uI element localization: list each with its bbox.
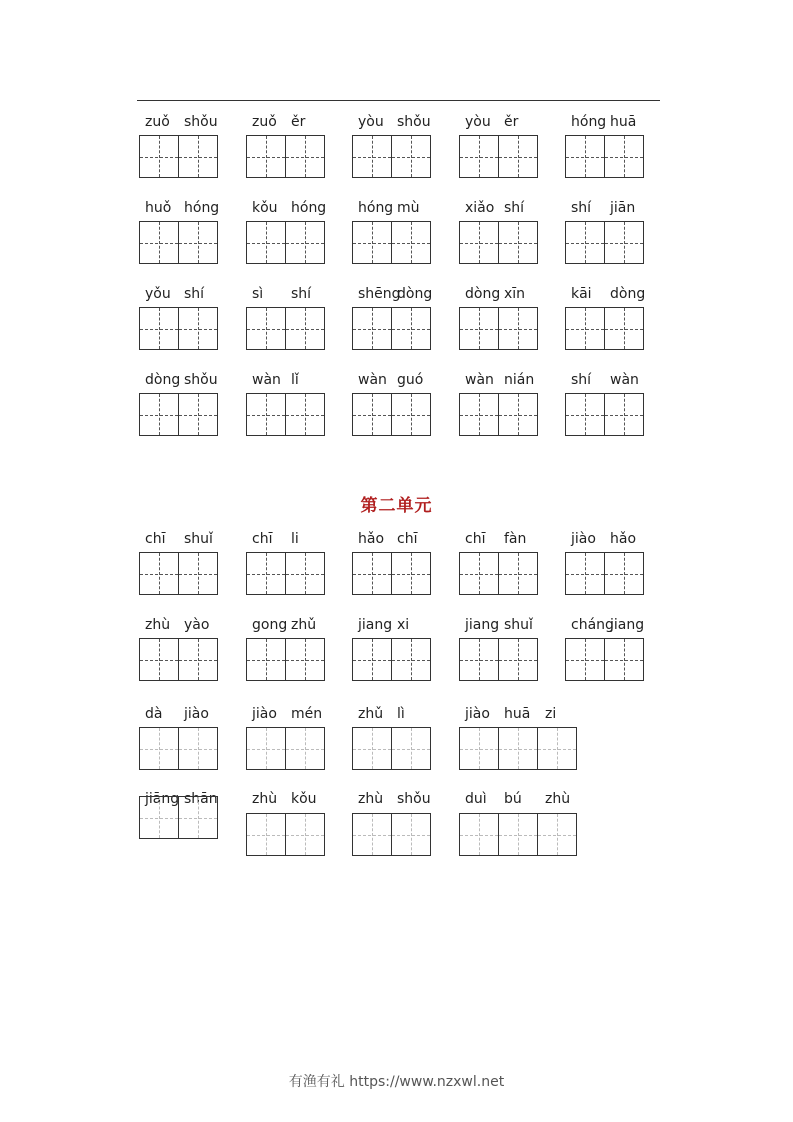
- pinyin-syllable: gong: [252, 617, 288, 633]
- pinyin-syllable: duì: [465, 791, 487, 807]
- tianzige-cell[interactable]: [565, 307, 605, 350]
- tianzige-cell[interactable]: [285, 393, 325, 436]
- tianzige-cell[interactable]: [139, 307, 179, 350]
- writing-boxes: [352, 135, 431, 178]
- pinyin-syllable: zuǒ: [252, 114, 277, 130]
- tianzige-cell[interactable]: [139, 135, 179, 178]
- writing-boxes: [459, 135, 538, 178]
- writing-boxes: [459, 813, 577, 856]
- writing-boxes: [139, 135, 218, 178]
- pinyin-syllable: guó: [397, 372, 424, 388]
- tianzige-cell[interactable]: [178, 221, 218, 264]
- pinyin-syllable: cháng: [571, 617, 614, 633]
- pinyin-syllable: ěr: [504, 114, 519, 130]
- pinyin-syllable: mén: [291, 706, 323, 722]
- writing-boxes: [246, 307, 325, 350]
- pinyin-syllable: zhù: [358, 791, 384, 807]
- writing-boxes: [459, 307, 538, 350]
- tianzige-cell[interactable]: [391, 813, 431, 856]
- pinyin-syllable: jiang: [610, 617, 645, 633]
- writing-boxes: [352, 393, 431, 436]
- pinyin-syllable: shí: [571, 200, 592, 216]
- tianzige-cell[interactable]: [352, 813, 392, 856]
- pinyin-syllable: sì: [252, 286, 264, 302]
- tianzige-cell[interactable]: [246, 221, 286, 264]
- pinyin-syllable: kāi: [571, 286, 592, 302]
- pinyin-syllable: shǒu: [184, 114, 218, 130]
- writing-boxes: [139, 727, 218, 770]
- writing-boxes: [352, 307, 431, 350]
- pinyin-syllable: kǒu: [252, 200, 278, 216]
- writing-boxes: [246, 552, 325, 595]
- tianzige-cell[interactable]: [352, 638, 392, 681]
- tianzige-cell[interactable]: [498, 727, 538, 770]
- pinyin-syllable: shí: [571, 372, 592, 388]
- pinyin-syllable: lì: [397, 706, 405, 722]
- tianzige-cell[interactable]: [459, 727, 499, 770]
- pinyin-syllable: chī: [252, 531, 273, 547]
- tianzige-cell[interactable]: [459, 813, 499, 856]
- tianzige-cell[interactable]: [178, 135, 218, 178]
- pinyin-syllable: jiào: [184, 706, 209, 722]
- pinyin-syllable: jiān: [610, 200, 636, 216]
- pinyin-syllable: dà: [145, 706, 163, 722]
- pinyin-syllable: chī: [465, 531, 486, 547]
- tianzige-cell[interactable]: [285, 638, 325, 681]
- pinyin-syllable: kǒu: [291, 791, 317, 807]
- pinyin-syllable: hóng: [184, 200, 220, 216]
- pinyin-syllable: xīn: [504, 286, 526, 302]
- tianzige-cell[interactable]: [352, 552, 392, 595]
- page-footer: 有渔有礼 https://www.nzxwl.net: [288, 1074, 505, 1090]
- pinyin-syllable: lǐ: [291, 372, 299, 388]
- pinyin-syllable: chī: [397, 531, 418, 547]
- tianzige-cell[interactable]: [246, 638, 286, 681]
- tianzige-cell[interactable]: [246, 727, 286, 770]
- pinyin-syllable: dòng: [465, 286, 501, 302]
- pinyin-syllable: shān: [184, 791, 218, 807]
- pinyin-syllable: jiào: [252, 706, 277, 722]
- tianzige-cell[interactable]: [565, 638, 605, 681]
- writing-boxes: [459, 727, 577, 770]
- tianzige-cell[interactable]: [604, 552, 644, 595]
- tianzige-cell[interactable]: [285, 135, 325, 178]
- writing-boxes: [352, 813, 431, 856]
- tianzige-cell[interactable]: [498, 135, 538, 178]
- pinyin-syllable: wàn: [252, 372, 281, 388]
- tianzige-cell[interactable]: [565, 221, 605, 264]
- tianzige-cell[interactable]: [604, 221, 644, 264]
- tianzige-cell[interactable]: [459, 221, 499, 264]
- tianzige-cell[interactable]: [285, 307, 325, 350]
- tianzige-cell[interactable]: [352, 135, 392, 178]
- tianzige-cell[interactable]: [352, 307, 392, 350]
- tianzige-cell[interactable]: [565, 135, 605, 178]
- writing-boxes: [459, 393, 538, 436]
- pinyin-syllable: yào: [184, 617, 210, 633]
- writing-boxes: [139, 221, 218, 264]
- tianzige-cell[interactable]: [391, 552, 431, 595]
- pinyin-syllable: shǒu: [397, 791, 431, 807]
- writing-boxes: [246, 221, 325, 264]
- tianzige-cell[interactable]: [565, 393, 605, 436]
- tianzige-cell[interactable]: [178, 552, 218, 595]
- writing-boxes: [565, 221, 644, 264]
- pinyin-syllable: yǒu: [145, 286, 171, 302]
- tianzige-cell[interactable]: [565, 552, 605, 595]
- tianzige-cell[interactable]: [391, 307, 431, 350]
- tianzige-cell[interactable]: [246, 135, 286, 178]
- writing-boxes: [352, 638, 431, 681]
- tianzige-cell[interactable]: [498, 307, 538, 350]
- writing-boxes: [459, 221, 538, 264]
- pinyin-syllable: shí: [504, 200, 525, 216]
- tianzige-cell[interactable]: [604, 307, 644, 350]
- tianzige-cell[interactable]: [178, 638, 218, 681]
- tianzige-cell[interactable]: [352, 393, 392, 436]
- writing-boxes: [246, 638, 325, 681]
- writing-boxes: [139, 307, 218, 350]
- pinyin-syllable: hóng: [358, 200, 394, 216]
- pinyin-syllable: xiǎo: [465, 200, 495, 216]
- tianzige-cell[interactable]: [285, 552, 325, 595]
- top-rule: [137, 100, 660, 101]
- tianzige-cell[interactable]: [178, 307, 218, 350]
- pinyin-syllable: wàn: [465, 372, 494, 388]
- tianzige-cell[interactable]: [604, 135, 644, 178]
- tianzige-cell[interactable]: [246, 393, 286, 436]
- writing-boxes: [139, 638, 218, 681]
- tianzige-cell[interactable]: [498, 393, 538, 436]
- pinyin-syllable: hóng: [571, 114, 607, 130]
- writing-boxes: [565, 393, 644, 436]
- writing-boxes: [246, 727, 325, 770]
- tianzige-cell[interactable]: [139, 727, 179, 770]
- tianzige-cell[interactable]: [285, 221, 325, 264]
- tianzige-cell[interactable]: [178, 727, 218, 770]
- pinyin-syllable: wàn: [610, 372, 639, 388]
- tianzige-cell[interactable]: [178, 796, 218, 839]
- pinyin-syllable: dòng: [610, 286, 646, 302]
- tianzige-cell[interactable]: [139, 638, 179, 681]
- pinyin-syllable: wàn: [358, 372, 387, 388]
- tianzige-cell[interactable]: [139, 796, 179, 839]
- writing-boxes: [352, 221, 431, 264]
- pinyin-syllable: nián: [504, 372, 535, 388]
- tianzige-cell[interactable]: [139, 221, 179, 264]
- tianzige-cell[interactable]: [285, 727, 325, 770]
- tianzige-cell[interactable]: [285, 813, 325, 856]
- pinyin-syllable: zhù: [252, 791, 278, 807]
- tianzige-cell[interactable]: [352, 727, 392, 770]
- pinyin-syllable: chī: [145, 531, 166, 547]
- writing-boxes: [246, 135, 325, 178]
- writing-boxes: [139, 796, 218, 839]
- pinyin-syllable: li: [291, 531, 299, 547]
- pinyin-syllable: fàn: [504, 531, 527, 547]
- pinyin-syllable: zuǒ: [145, 114, 170, 130]
- pinyin-syllable: hóng: [291, 200, 327, 216]
- pinyin-syllable: zhù: [545, 791, 571, 807]
- pinyin-syllable: shēng: [358, 286, 401, 302]
- pinyin-syllable: hǎo: [610, 531, 637, 547]
- tianzige-cell[interactable]: [352, 221, 392, 264]
- tianzige-cell[interactable]: [246, 552, 286, 595]
- tianzige-cell[interactable]: [498, 813, 538, 856]
- tianzige-cell[interactable]: [391, 727, 431, 770]
- tianzige-cell[interactable]: [246, 307, 286, 350]
- tianzige-cell[interactable]: [498, 221, 538, 264]
- pinyin-syllable: zhù: [145, 617, 171, 633]
- pinyin-syllable: shí: [291, 286, 312, 302]
- pinyin-syllable: huā: [610, 114, 637, 130]
- pinyin-syllable: bú: [504, 791, 522, 807]
- writing-boxes: [139, 552, 218, 595]
- tianzige-cell[interactable]: [537, 727, 577, 770]
- pinyin-syllable: zi: [545, 706, 557, 722]
- writing-boxes: [565, 307, 644, 350]
- pinyin-syllable: shǒu: [184, 372, 218, 388]
- pinyin-syllable: jiang: [465, 617, 500, 633]
- tianzige-cell[interactable]: [246, 813, 286, 856]
- pinyin-syllable: dòng: [145, 372, 181, 388]
- pinyin-syllable: shuǐ: [504, 617, 533, 633]
- tianzige-cell[interactable]: [459, 638, 499, 681]
- writing-boxes: [565, 552, 644, 595]
- pinyin-syllable: jiāng: [145, 791, 180, 807]
- writing-boxes: [565, 638, 644, 681]
- tianzige-cell[interactable]: [537, 813, 577, 856]
- pinyin-syllable: zhǔ: [291, 617, 317, 633]
- pinyin-syllable: xi: [397, 617, 410, 633]
- tianzige-cell[interactable]: [391, 221, 431, 264]
- pinyin-syllable: ěr: [291, 114, 306, 130]
- writing-boxes: [352, 727, 431, 770]
- tianzige-cell[interactable]: [178, 393, 218, 436]
- pinyin-syllable: hǎo: [358, 531, 385, 547]
- pinyin-syllable: yòu: [465, 114, 491, 130]
- tianzige-cell[interactable]: [391, 135, 431, 178]
- tianzige-cell[interactable]: [139, 552, 179, 595]
- tianzige-cell[interactable]: [139, 393, 179, 436]
- pinyin-syllable: zhǔ: [358, 706, 384, 722]
- pinyin-syllable: jiào: [571, 531, 596, 547]
- tianzige-cell[interactable]: [459, 307, 499, 350]
- tianzige-cell[interactable]: [459, 393, 499, 436]
- writing-boxes: [565, 135, 644, 178]
- tianzige-cell[interactable]: [498, 552, 538, 595]
- pinyin-syllable: huā: [504, 706, 531, 722]
- pinyin-syllable: huǒ: [145, 200, 172, 216]
- pinyin-syllable: jiang: [358, 617, 393, 633]
- tianzige-cell[interactable]: [604, 393, 644, 436]
- pinyin-syllable: yòu: [358, 114, 384, 130]
- section-title: 第二单元: [360, 496, 433, 516]
- pinyin-syllable: shuǐ: [184, 531, 213, 547]
- writing-boxes: [139, 393, 218, 436]
- tianzige-cell[interactable]: [459, 552, 499, 595]
- tianzige-cell[interactable]: [391, 393, 431, 436]
- tianzige-cell[interactable]: [391, 638, 431, 681]
- pinyin-syllable: dòng: [397, 286, 433, 302]
- tianzige-cell[interactable]: [498, 638, 538, 681]
- pinyin-syllable: shí: [184, 286, 205, 302]
- pinyin-syllable: shǒu: [397, 114, 431, 130]
- writing-boxes: [352, 552, 431, 595]
- writing-boxes: [459, 552, 538, 595]
- writing-boxes: [459, 638, 538, 681]
- tianzige-cell[interactable]: [459, 135, 499, 178]
- tianzige-cell[interactable]: [604, 638, 644, 681]
- writing-boxes: [246, 813, 325, 856]
- writing-boxes: [246, 393, 325, 436]
- pinyin-syllable: mù: [397, 200, 420, 216]
- pinyin-syllable: jiào: [465, 706, 490, 722]
